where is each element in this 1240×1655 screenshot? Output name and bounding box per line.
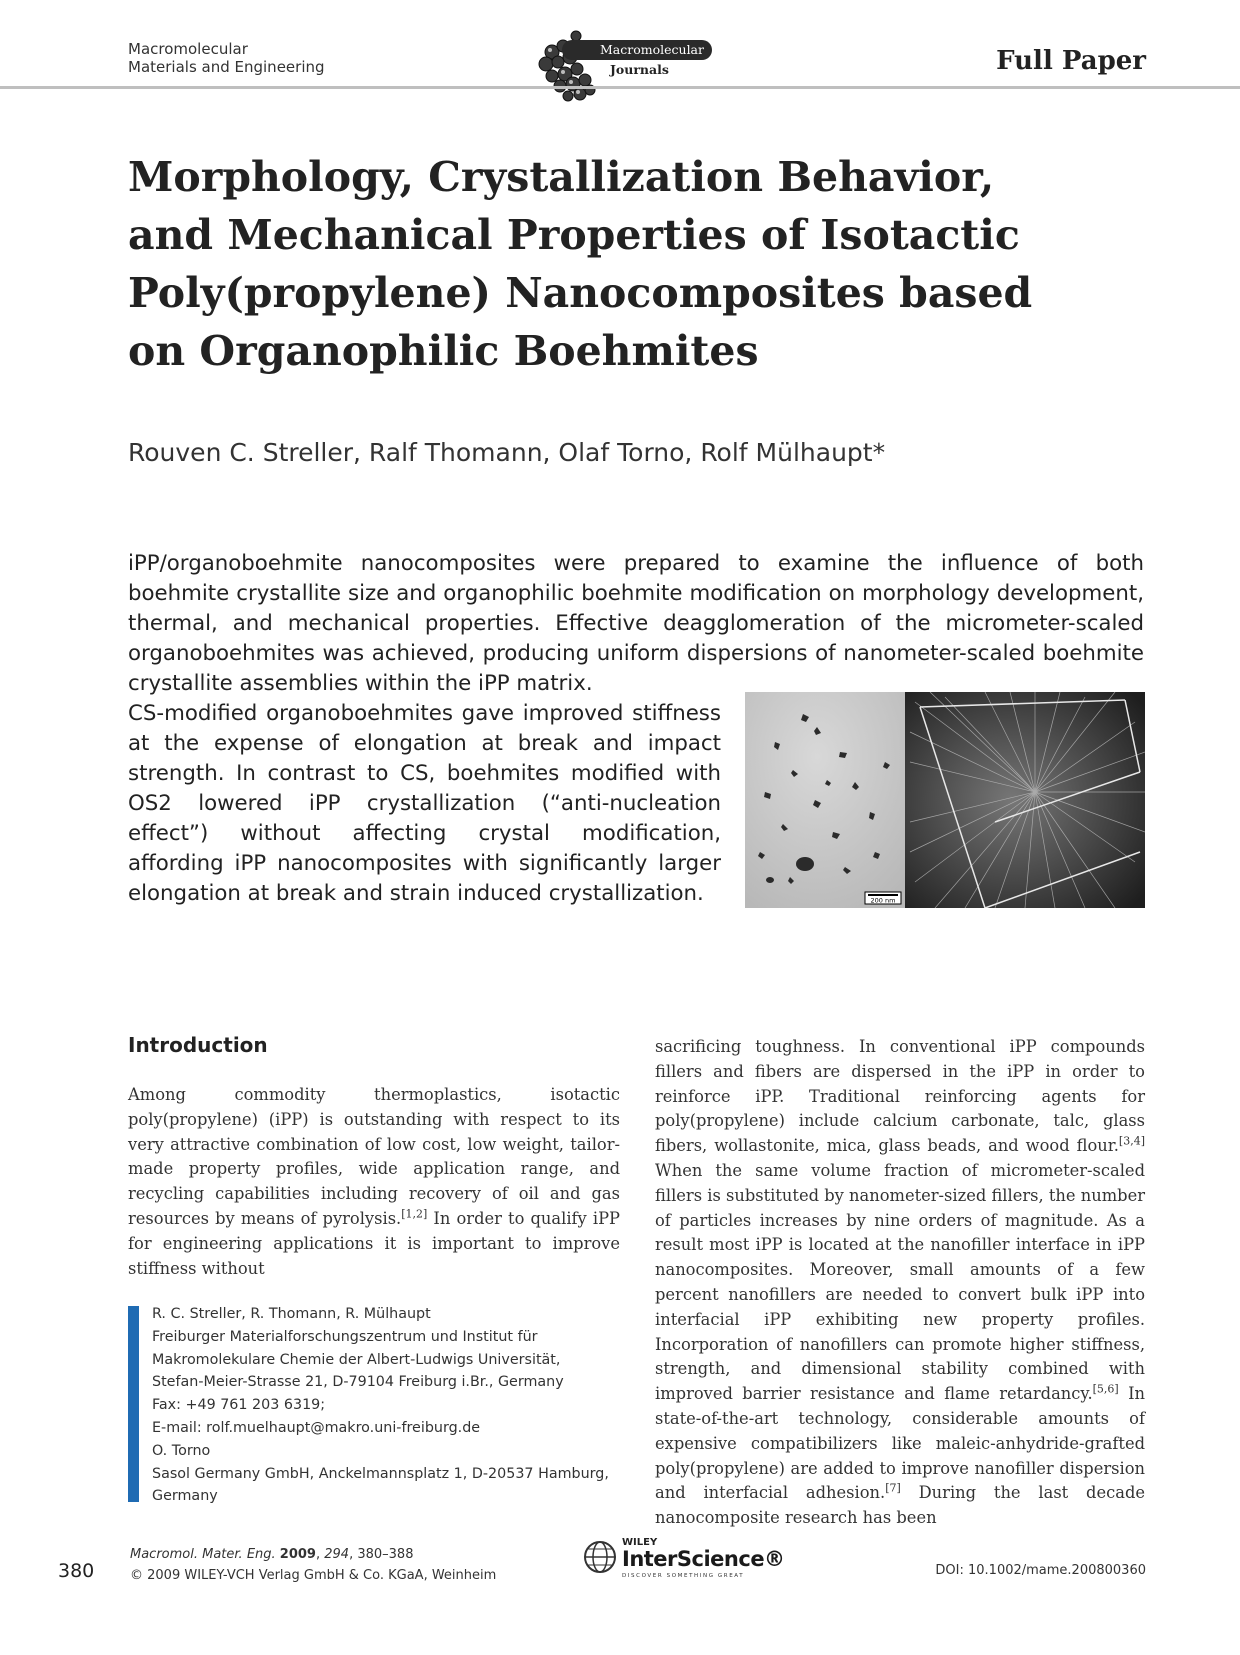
citation-year: 2009 <box>279 1547 316 1562</box>
macromolecular-journals-logo <box>530 22 720 106</box>
section-heading-introduction: Introduction <box>128 1033 268 1057</box>
intro-text: In state-of-the-art technology, considerable amounts of expensive compatibilizers like maleic-anhydride-grafted poly(propylene) are added to improve nanofiller dispersion and interfacial adhesion. <box>655 1384 1146 1503</box>
affiliation-fax: Fax: +49 761 203 6319; <box>152 1397 326 1414</box>
affiliation-email[interactable]: E-mail: rolf.muelhaupt@makro.uni-freiburg.de <box>152 1419 481 1436</box>
affiliation-line: O. Torno <box>152 1442 211 1459</box>
affiliation-line: Germany <box>152 1488 218 1505</box>
intro-right-column <box>655 1035 1145 1531</box>
journal-name-line1: Macromolecular <box>128 40 248 58</box>
citation-volume: 294 <box>324 1547 350 1562</box>
article-type: Full Paper <box>996 46 1146 76</box>
interscience-tagline: DISCOVER SOMETHING GREAT <box>622 1573 745 1579</box>
author-list: Rouven C. Streller, Ralf Thomann, Olaf Torno, Rolf Mülhaupt* <box>128 438 886 467</box>
interscience-label: InterScience® <box>622 1547 785 1571</box>
intro-text: During the last decade nanocomposite research has been <box>655 1483 1145 1528</box>
affiliation-line: Freiburger Materialforschungszentrum und Institut für <box>152 1328 538 1345</box>
article-title: Morphology, Crystallization Behavior, and Mechanical Properties of Isotactic Poly(propylene) Nanocomposites based on Organophilic Boehmites <box>128 153 1033 375</box>
journal-abbrev: Macromol. Mater. Eng. <box>130 1547 276 1562</box>
graphical-abstract-image <box>745 692 1145 908</box>
affiliation-line: R. C. Streller, R. Thomann, R. Mülhaupt <box>152 1306 431 1322</box>
globe-icon <box>580 1537 620 1577</box>
journal-citation: Macromol. Mater. Eng. 2009, 294, 380–388 <box>130 1547 414 1562</box>
author-affiliations <box>152 1303 622 1508</box>
intro-text: Among commodity thermoplastics, isotactic poly(propylene) (iPP) is outstanding with respect to its very attractive combination of low cost, low weight, tailor-made property profiles, wide application range, and recycling capabilities including recovery of oil and gas resources by means of pyrolysis. <box>128 1085 620 1228</box>
doi[interactable]: DOI: 10.1002/mame.200800360 <box>935 1563 1146 1578</box>
journal-name-line2: Materials and Engineering <box>128 58 325 76</box>
intro-text: When the same volume fraction of micrometer-scaled fillers is substituted by nanometer-sized fillers, the number of particles increases by nine orders of magnitude. As a result most iPP is located at the nanofiller interface in iPP nanocomposites. Moreover, small amounts of a few percent nanofillers are needed to convert bulk iPP into interfacial iPP exhibiting new property profiles. Incorporation of nanofillers can promote higher stiffness, strength, and dimensional stability combined with improved barrier resistance and flame retardancy. <box>655 1160 1145 1404</box>
tem-panel <box>745 692 905 908</box>
logo-pill: Macromolecular <box>562 40 712 60</box>
page-number: 380 <box>58 1560 95 1582</box>
citation[interactable]: [5,6] <box>1092 1382 1119 1396</box>
logo-subtitle: Journals <box>610 62 669 77</box>
citation-pages: , 380–388 <box>349 1547 414 1562</box>
citation[interactable]: [3,4] <box>1118 1134 1145 1148</box>
citation[interactable]: [1,2] <box>401 1207 428 1221</box>
spherulite-panel <box>905 692 1145 908</box>
affiliation-accent-bar <box>128 1306 139 1502</box>
wiley-label: WILEY <box>622 1537 658 1548</box>
citation[interactable]: [7] <box>885 1481 901 1495</box>
affiliation-line: Makromolekulare Chemie der Albert-Ludwigs Universität, <box>152 1351 561 1368</box>
affiliation-line: Sasol Germany GmbH, Anckelmannsplatz 1, D-20537 Hamburg, <box>152 1465 609 1482</box>
molecule-icon <box>530 22 610 106</box>
affiliation-line: Stefan-Meier-Strasse 21, D-79104 Freiburg i.Br., Germany <box>152 1374 564 1391</box>
header-divider <box>0 86 1240 89</box>
intro-text: sacrificing toughness. In conventional iPP compounds fillers and fibers are dispersed in the iPP in order to reinforce iPP. Traditional reinforcing agents for poly(propylene) include calcium carbonate, talc, glass fibers, wollastonite, mica, glass beads, and wood flour. <box>655 1037 1145 1156</box>
abstract-narrow: CS-modified organoboehmites gave improved stiffness at the expense of elongation at break and impact strength. In contrast to CS, boehmites modified with OS2 lowered iPP crystallization (“anti-nucleation effect”) without affecting crystal modification, affording iPP nanocomposites with significantly larger elongation at break and strain induced crystallization. <box>128 701 721 906</box>
intro-left-column <box>128 1083 620 1281</box>
journal-name <box>128 40 325 76</box>
intro-text: In order to qualify iPP for engineering applications it is important to improve stiffness without <box>128 1208 620 1278</box>
scale-bar-label: 200 nm <box>870 896 896 905</box>
copyright-notice: © 2009 WILEY-VCH Verlag GmbH & Co. KGaA, Weinheim <box>130 1568 497 1583</box>
wiley-interscience-logo <box>580 1533 785 1585</box>
abstract-wide: iPP/organoboehmite nanocomposites were prepared to examine the influence of both boehmite crystallite size and organophilic boehmite modification on morphology development, thermal, and mechanical properties. Effective deagglomeration of the micrometer-scaled organoboehmites was achieved, producing uniform dispersions of nanometer-scaled boehmite crystallite assemblies within the iPP matrix. <box>128 551 1144 696</box>
citation-footer <box>130 1544 496 1586</box>
